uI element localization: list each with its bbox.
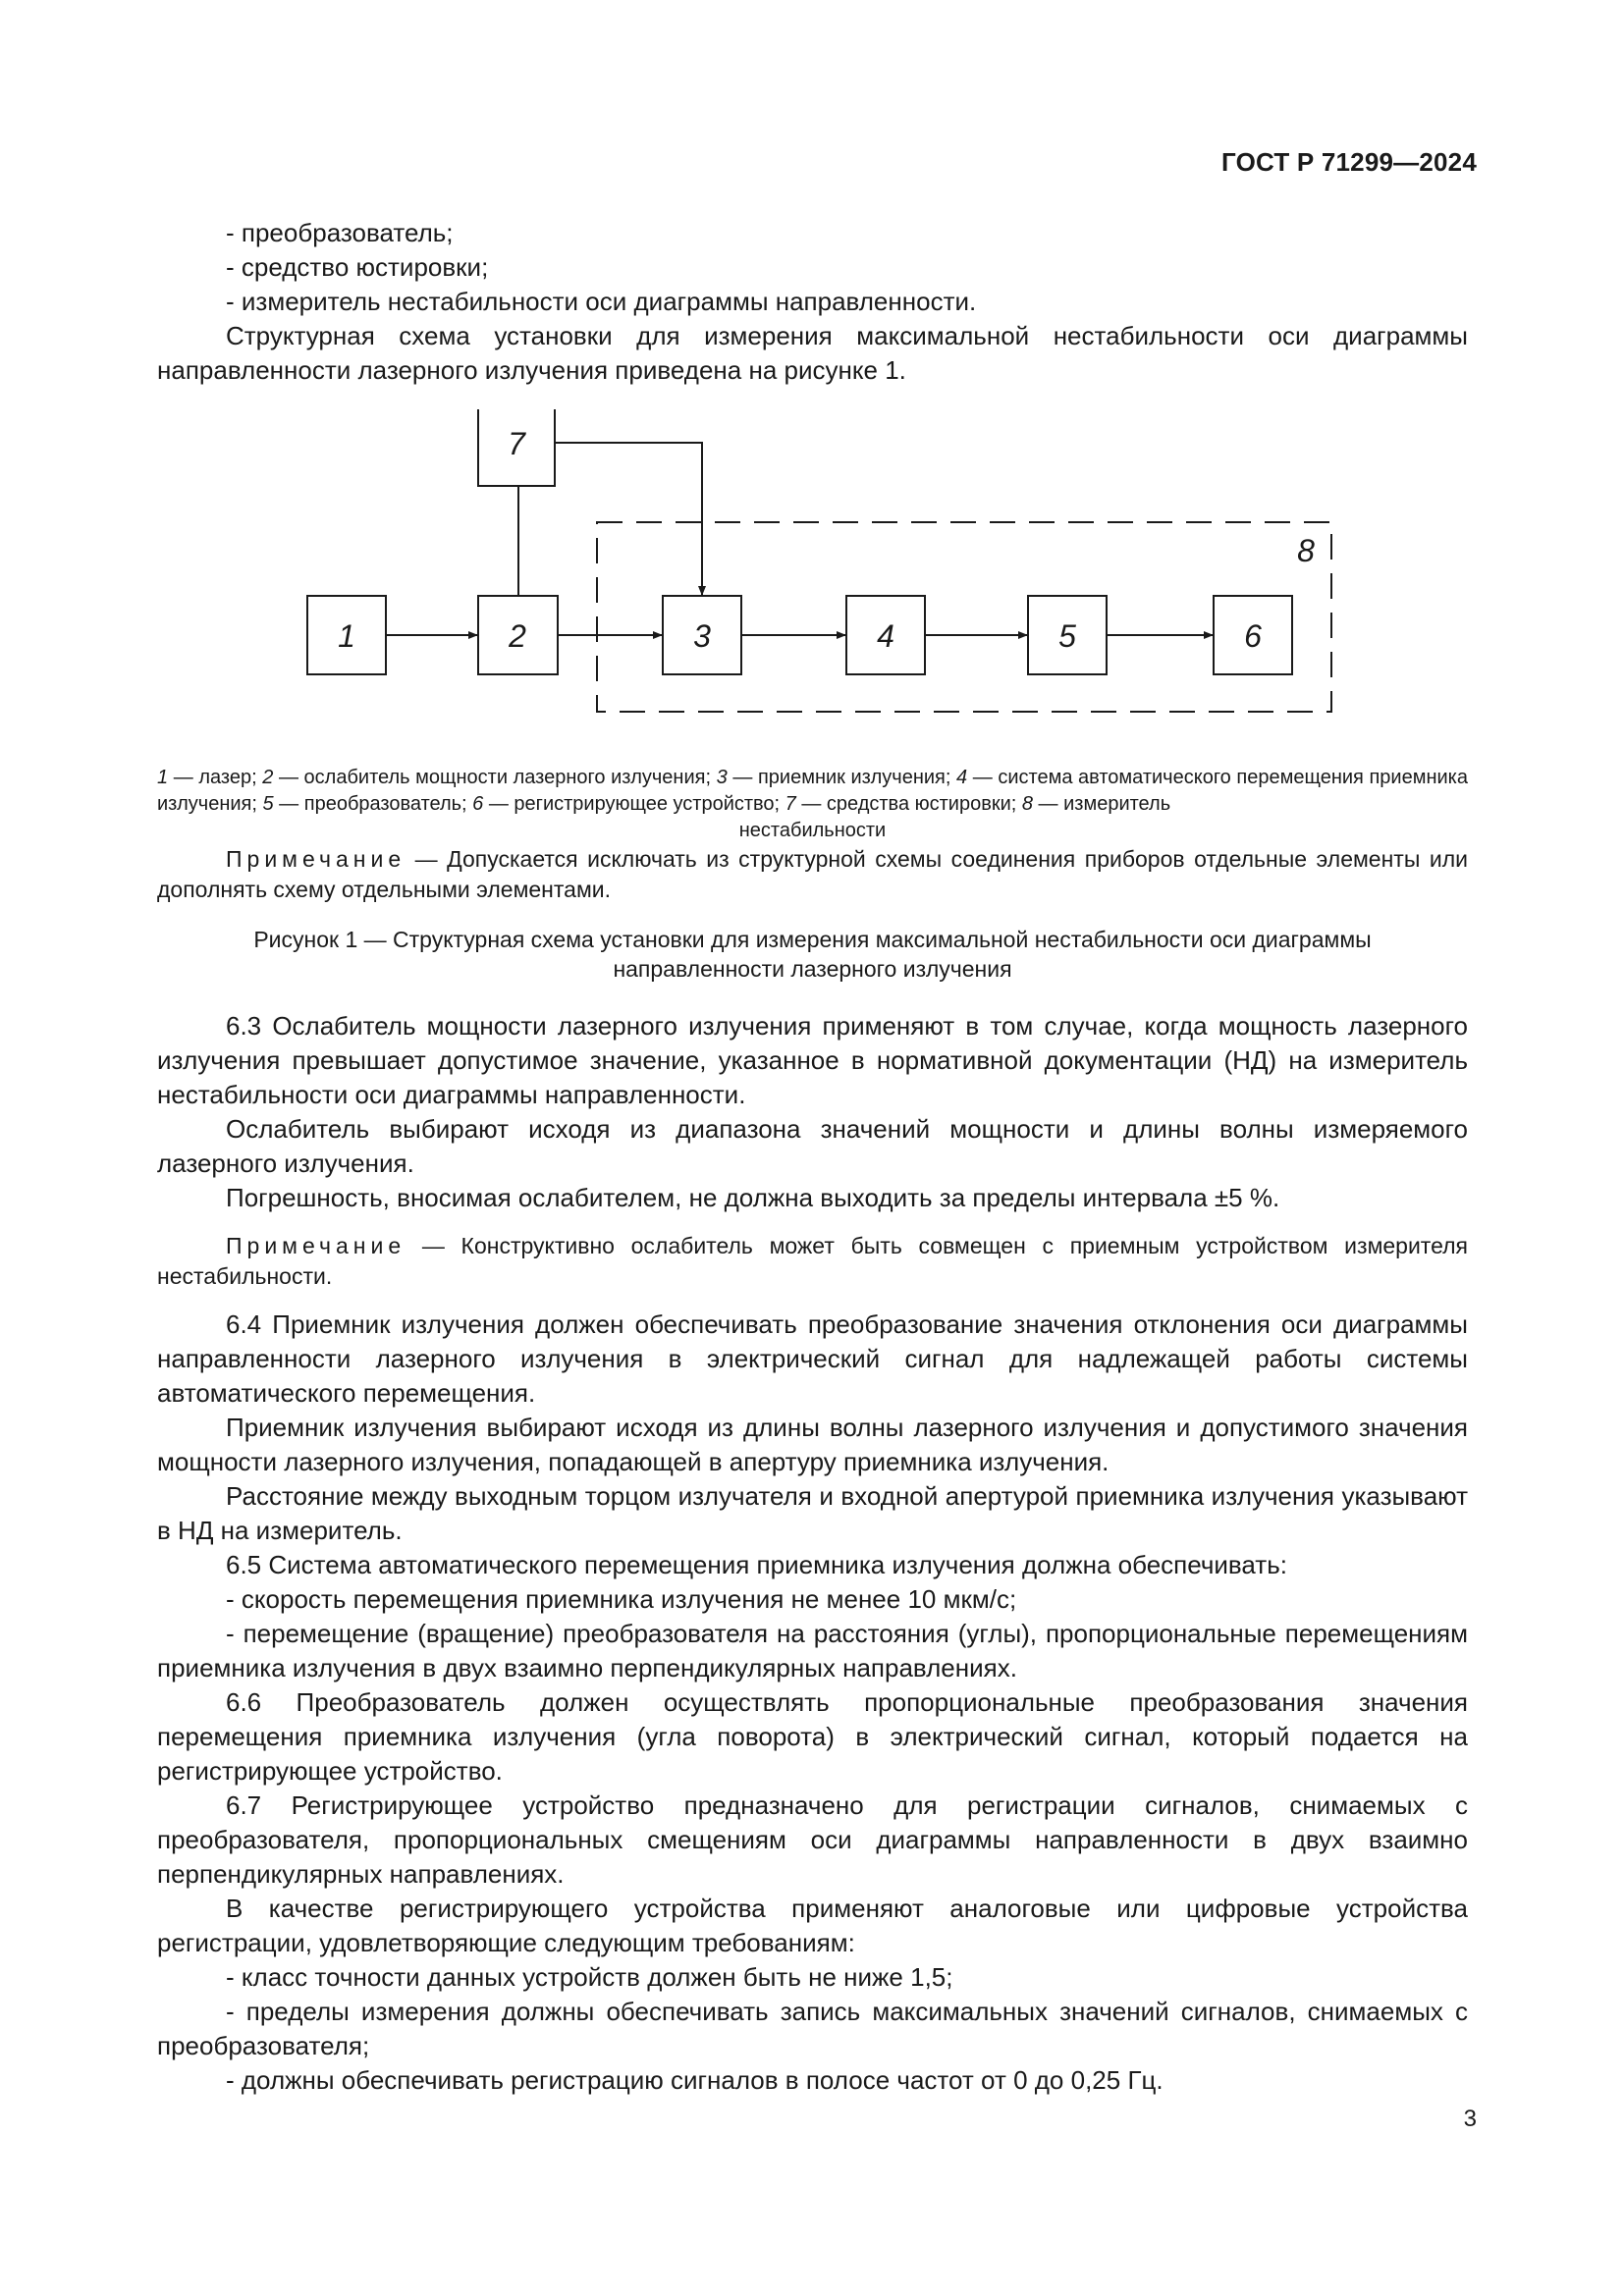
section-6-5-p1: 6.5 Система автоматического перемещения приемника излучения должна обеспечивать: (226, 1550, 1287, 1579)
legend-item: — ослабитель мощности лазерного излучения; (273, 767, 717, 788)
caption-line: Рисунок 1 — Структурная схема установки для измерения максимальной нестабильности оси диаграммы (253, 927, 1372, 952)
block-label: 7 (508, 426, 525, 461)
note-text: — Допускается исключать из структурной схемы соединения приборов отдельные элементы или дополнять схему отдельными элементами. (157, 846, 1468, 902)
legend-num: 4 (956, 767, 968, 788)
intro-list-item: - преобразователь; (226, 218, 454, 247)
block-label: 2 (509, 618, 526, 654)
legend-num: 3 (716, 767, 728, 788)
block-label: 3 (693, 618, 711, 654)
legend-item: — регистрирующее устройство; (483, 793, 785, 815)
section-6-3-p2: Ослабитель выбирают исходя из диапазона значений мощности и длины волны измеряемого лазерного излучения. (157, 1114, 1468, 1178)
legend-num: 6 (472, 793, 484, 815)
section-6-5-item: - скорость перемещения приемника излучения не менее 10 мкм/с; (226, 1584, 1017, 1614)
legend-item: — приемник излучения; (727, 767, 957, 788)
section-6-7-item: - класс точности данных устройств должен быть не ниже 1,5; (226, 1962, 953, 1992)
block-6 (1214, 596, 1292, 674)
block-diagram (157, 409, 1468, 743)
legend-item: — система автоматического перемещения приемника излучения; (157, 767, 1468, 815)
block-5 (1028, 596, 1107, 674)
legend-text (157, 765, 1468, 818)
arrow-7-3 (555, 443, 702, 596)
block-label: 5 (1058, 618, 1076, 654)
section-6-7-item: - должны обеспечивать регистрацию сигналов в полосе частот от 0 до 0,25 Гц. (226, 2065, 1164, 2095)
section-6-7-p1: 6.7 Регистрирующее устройство предназначено для регистрации сигналов, снимаемых с преобразователя, пропорциональных смещениям оси диаграммы направленности в двух взаимно перпендикулярных направлениях. (157, 1790, 1468, 1889)
intro-list-item: - средство юстировки; (226, 252, 489, 282)
document-body (157, 216, 1468, 2098)
note-text: — Конструктивно ослабитель может быть совмещен с приемным устройством измерителя нестабильности. (157, 1233, 1468, 1289)
legend-item: — преобразователь; (273, 793, 473, 815)
legend-num: 1 (157, 767, 169, 788)
block-label: 4 (877, 618, 894, 654)
block-label: 6 (1244, 618, 1262, 654)
figure-caption (157, 925, 1468, 984)
section-6-4-p1: 6.4 Приемник излучения должен обеспечивать преобразование значения отклонения оси диаграммы направленности лазерного излучения в электрический сигнал для надлежащей работы системы автоматического перемещения. (157, 1309, 1468, 1408)
legend-item: — лазер; (168, 767, 263, 788)
section-6-4-p3: Расстояние между выходным торцом излучателя и входной апертурой приемника излучения указывают в НД на измеритель. (157, 1481, 1468, 1545)
page-number: 3 (1463, 2106, 1477, 2132)
intro-list-item: - измеритель нестабильности оси диаграммы направленности. (226, 287, 977, 316)
section-6-4-p2: Приемник излучения выбирают исходя из длины волны лазерного излучения и допустимого значения мощности лазерного излучения, попадающей в апертуру приемника излучения. (157, 1413, 1468, 1476)
document-header: ГОСТ Р 71299—2024 (1221, 147, 1477, 177)
block-2 (478, 596, 558, 674)
group-label: 8 (1297, 533, 1315, 568)
caption-line: направленности лазерного излучения (613, 956, 1012, 982)
note-label: Примечание (226, 846, 406, 872)
note-6-3 (157, 1231, 1468, 1292)
legend-num: 2 (262, 767, 274, 788)
block-label: 1 (338, 618, 355, 654)
block-3 (663, 596, 741, 674)
block-4 (846, 596, 925, 674)
figure-note (157, 844, 1468, 905)
legend-num: 5 (262, 793, 274, 815)
block-1 (307, 596, 386, 674)
legend-item: — измеритель (1033, 793, 1171, 815)
section-6-5-item: - перемещение (вращение) преобразователя на расстояния (углы), пропорциональные перемещениям приемника излучения в двух взаимно перпендикулярных направлениях. (157, 1619, 1468, 1682)
note-label: Примечание (226, 1233, 406, 1258)
section-6-3-p3: Погрешность, вносимая ослабителем, не должна выходить за пределы интервала ±5 %. (226, 1183, 1280, 1212)
legend-num: 8 (1021, 793, 1033, 815)
section-6-7-p2: В качестве регистрирующего устройства применяют аналоговые или цифровые устройства регистрации, удовлетворяющие следующим требованиям: (157, 1894, 1468, 1957)
legend-num: 7 (785, 793, 796, 815)
intro-paragraph: Структурная схема установки для измерения максимальной нестабильности оси диаграммы направленности лазерного излучения приведена на рисунке 1. (157, 321, 1468, 385)
section-6-7-item: - пределы измерения должны обеспечивать запись максимальных значений сигналов, снимаемых с преобразователя; (157, 1997, 1468, 2060)
section-6-3-p1: 6.3 Ослабитель мощности лазерного излучения применяют в том случае, когда мощность лазерного излучения превышает допустимое значение, указанное в нормативной документации (НД) на измеритель нестабильности оси диаграммы направленности. (157, 1011, 1468, 1109)
figure-legend (157, 765, 1468, 844)
legend-item: — средства юстировки; (795, 793, 1022, 815)
block-7 (478, 409, 555, 486)
legend-last-line: нестабильности (738, 820, 887, 841)
section-6-6-p1: 6.6 Преобразователь должен осуществлять пропорциональные преобразования значения перемещения приемника излучения (угла поворота) в электрический сигнал, который подается на регистрирующее устройство. (157, 1687, 1468, 1786)
